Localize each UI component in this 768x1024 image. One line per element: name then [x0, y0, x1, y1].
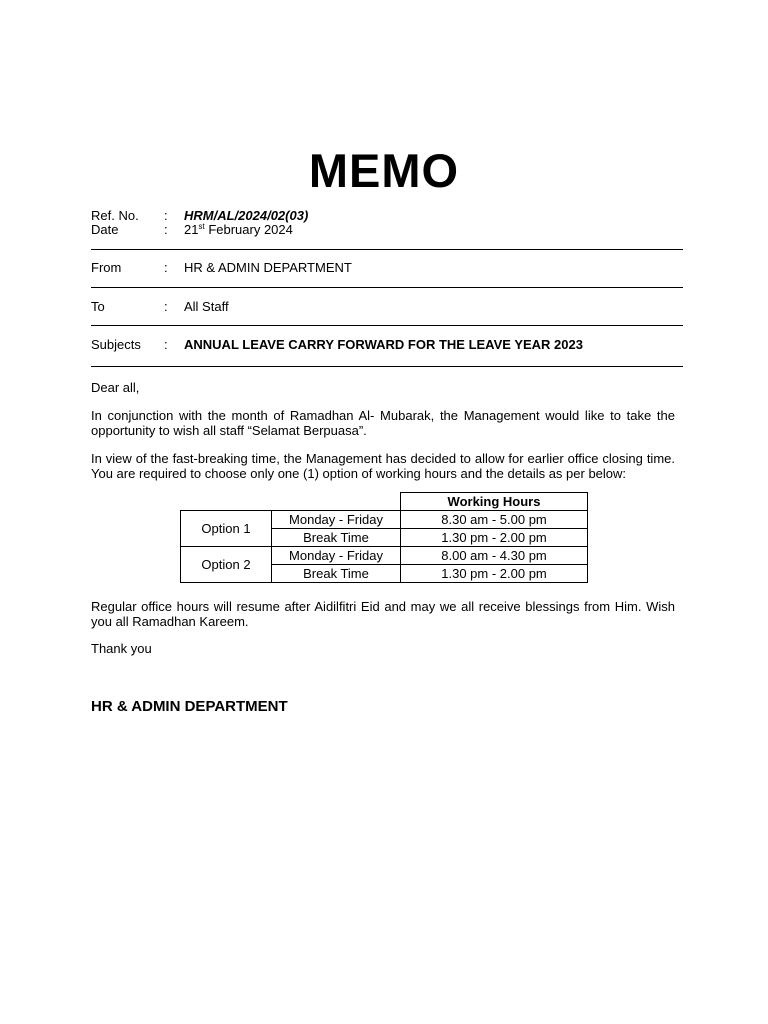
divider-after-subject — [91, 366, 683, 367]
date-value — [184, 222, 293, 237]
subject-value: ANNUAL LEAVE CARRY FORWARD FOR THE LEAVE YEAR 2023 — [184, 337, 583, 352]
to-value: All Staff — [184, 299, 229, 314]
option-2-label: Option 2 — [181, 547, 272, 583]
ref-no-colon: : — [164, 208, 168, 223]
divider-after-to — [91, 325, 683, 326]
paragraph-ramadhan-wishes: In conjunction with the month of Ramadhan Al- Mubarak, the Management would like to take the opportunity to wish all staff “Selamat Berpuasa”. — [91, 408, 675, 438]
option-1-break-label: Break Time — [272, 529, 401, 547]
from-colon: : — [164, 260, 168, 275]
subject-field — [91, 337, 683, 352]
table-header-blank — [181, 493, 272, 511]
date-field — [91, 222, 683, 237]
option-1-weekday-hours: 8.30 am - 5.00 pm — [401, 511, 588, 529]
divider-after-from — [91, 287, 683, 288]
paragraph-working-hours-intro: In view of the fast-breaking time, the Management has decided to allow for earlier office closing time. You are required to choose only one (1) option of working hours and the details as per below: — [91, 451, 675, 481]
date-label: Date — [91, 222, 119, 237]
option-1-weekday-label: Monday - Friday — [272, 511, 401, 529]
working-hours-table — [180, 492, 588, 583]
to-field — [91, 299, 683, 314]
table-header-working-hours: Working Hours — [401, 493, 588, 511]
table-header-row — [181, 493, 588, 511]
ref-no-label: Ref. No. — [91, 208, 139, 223]
paragraph-closing-wishes: Regular office hours will resume after Aidilfitri Eid and may we all receive blessings from Him. Wish you all Ramadhan Kareem. — [91, 599, 675, 629]
to-label: To — [91, 299, 105, 314]
date-colon: : — [164, 222, 168, 237]
to-colon: : — [164, 299, 168, 314]
from-label: From — [91, 260, 122, 275]
table-row — [181, 547, 588, 565]
table-header-blank — [272, 493, 401, 511]
divider-after-date — [91, 249, 683, 250]
date-rest: February 2024 — [204, 222, 293, 237]
date-suffix: st — [198, 222, 205, 231]
option-1-break-hours: 1.30 pm - 2.00 pm — [401, 529, 588, 547]
from-value: HR & ADMIN DEPARTMENT — [184, 260, 352, 275]
date-day: 21 — [184, 222, 199, 237]
option-2-break-label: Break Time — [272, 565, 401, 583]
ref-no-field — [91, 208, 683, 223]
option-2-weekday-label: Monday - Friday — [272, 547, 401, 565]
signature-department: HR & ADMIN DEPARTMENT — [91, 698, 288, 715]
subject-label: Subjects — [91, 337, 141, 352]
option-2-weekday-hours: 8.00 am - 4.30 pm — [401, 547, 588, 565]
from-field — [91, 260, 683, 275]
greeting: Dear all, — [91, 380, 140, 395]
subject-colon: : — [164, 337, 168, 352]
closing-thank-you: Thank you — [91, 641, 152, 656]
ref-no-value: HRM/AL/2024/02(03) — [184, 208, 309, 223]
option-2-break-hours: 1.30 pm - 2.00 pm — [401, 565, 588, 583]
option-1-label: Option 1 — [181, 511, 272, 547]
table-row — [181, 511, 588, 529]
memo-title: MEMO — [308, 144, 460, 197]
